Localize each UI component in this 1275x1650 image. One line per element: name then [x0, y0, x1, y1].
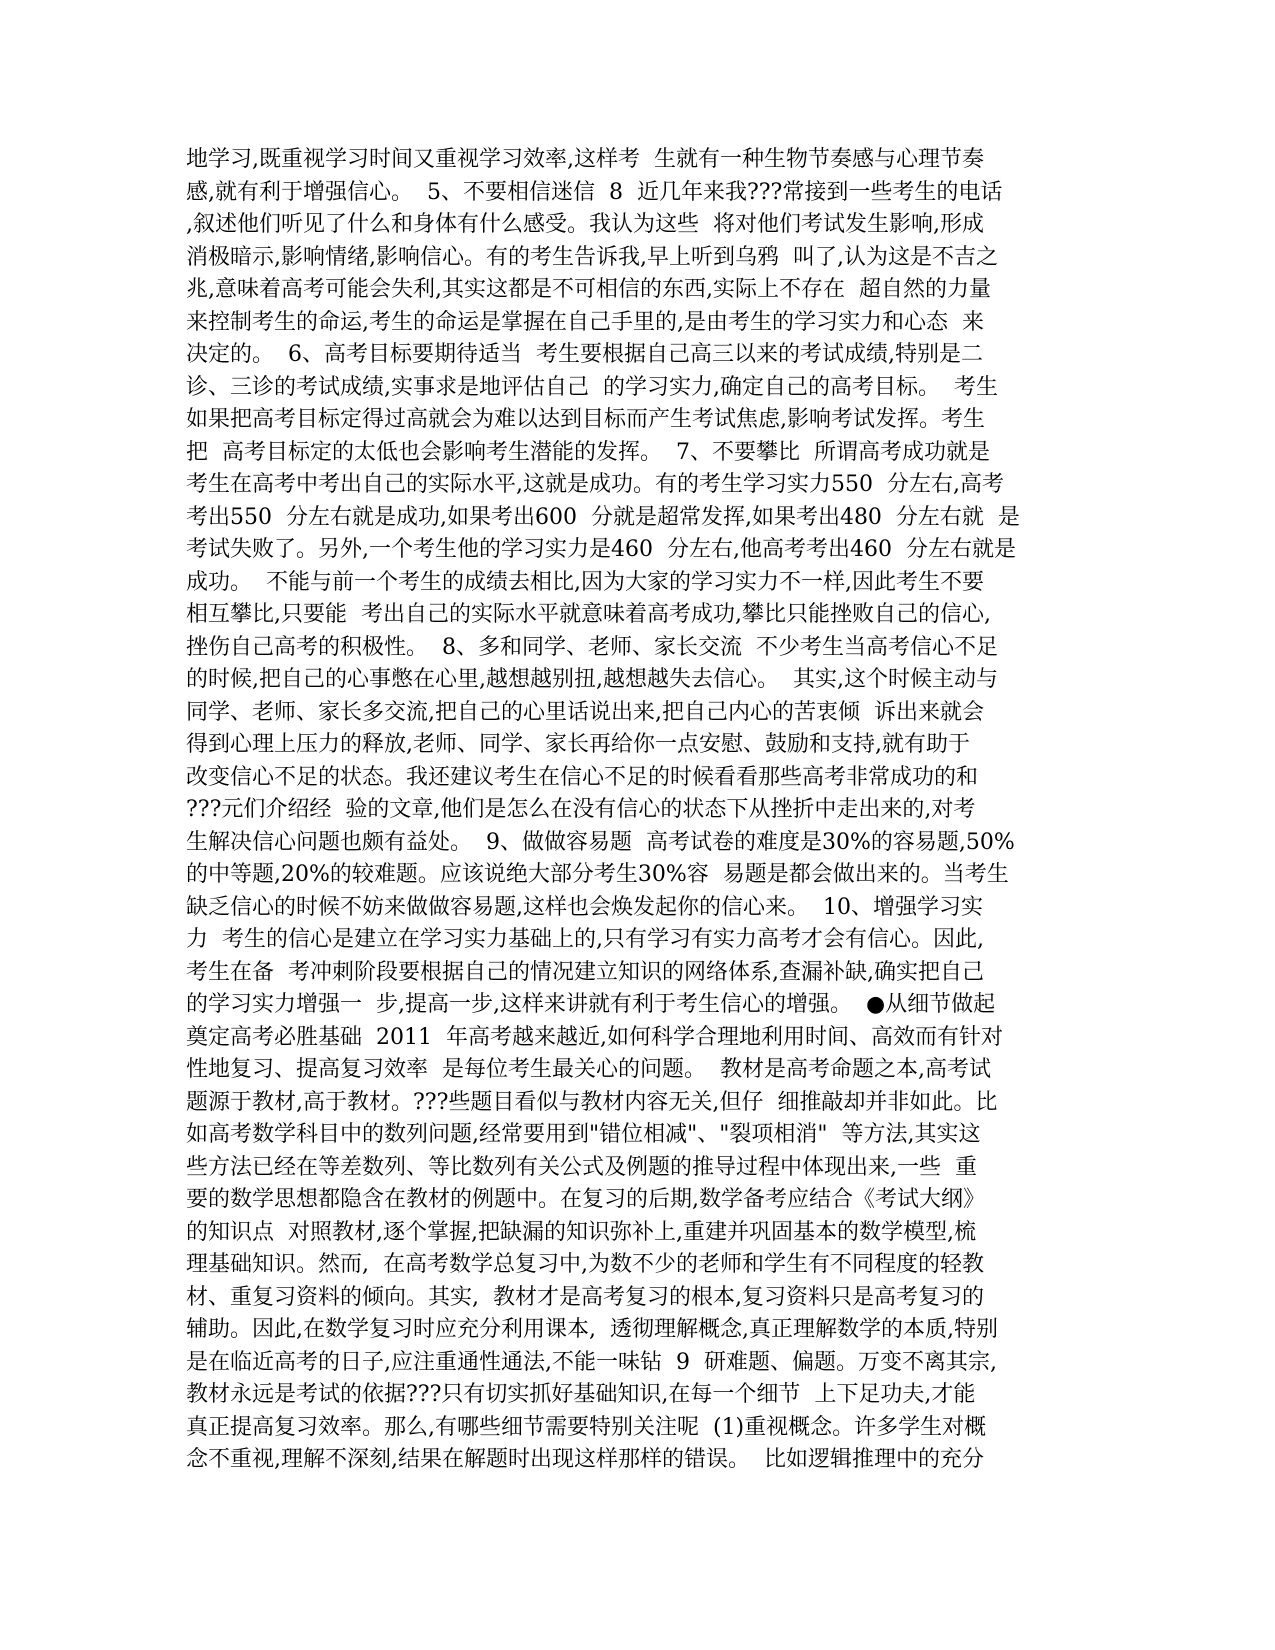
- text-line: 理基础知识。然而, 在高考数学总复习中,为数不少的老师和学生有不同程度的轻教: [186, 1252, 984, 1277]
- text-line: 性地复习、提高复习效率 是每位考生最关心的问题。 教材是高考命题之本,高考试: [186, 1057, 991, 1082]
- text-line: 诊、三诊的考试成绩,实事求是地评估自己 的学习实力,确定自己的高考目标。 考生: [186, 374, 998, 400]
- text-line: 成功。 不能与前一个考生的成绩去相比,因为大家的学习实力不一样,因此考生不要: [186, 569, 984, 595]
- text-line: 决定的。 6、高考目标要期待适当 考生要根据自己高三以来的考试成绩,特别是二: [186, 342, 983, 367]
- text-line: 的学习实力增强一 步,提高一步,这样来讲就有利于考生信心的增强。 ●从细节做起: [186, 992, 996, 1017]
- body-text: [186, 144, 1091, 1477]
- text-line: 考生在备 考冲刺阶段要根据自己的情况建立知识的网络体系,查漏补缺,确实把自己: [186, 959, 984, 985]
- text-line: 缺乏信心的时候不妨来做做容易题,这样也会焕发起你的信心来。 10、增强学习实: [186, 894, 983, 920]
- text-line: 生解决信心问题也颇有益处。 9、做做容易题 高考试卷的难度是30%的容易题,50%: [186, 829, 1015, 855]
- text-line: 材、重复习资料的倾向。其实, 教材才是高考复习的根本,复习资料只是高考复习的: [186, 1284, 984, 1310]
- text-line: 教材永远是考试的依据???只有切实抓好基础知识,在每一个细节 上下足功夫,才能: [186, 1382, 976, 1407]
- text-line: 感,就有利于增强信心。 5、不要相信迷信 8 近几年来我???常接到一些考生的电话: [186, 179, 1003, 205]
- text-line: 的知识点 对照教材,逐个掌握,把缺漏的知识弥补上,重建并巩固基本的数学模型,梳: [186, 1219, 976, 1245]
- text-line: 考生在高考中考出自己的实际水平,这就是成功。有的考生学习实力550 分左右,高考: [186, 472, 1004, 497]
- text-line: 辅助。因此,在数学复习时应充分利用课本, 透彻理解概念,真正理解数学的本质,特别: [186, 1317, 998, 1342]
- text-line: 改变信心不足的状态。我还建议考生在信心不足的时候看看那些高考非常成功的和: [186, 764, 979, 790]
- text-line: 些方法已经在等差数列、等比数列有关公式及例题的推导过程中体现出来,一些 重: [186, 1154, 977, 1180]
- text-line: 题源于教材,高于教材。???些题目看似与教材内容无关,但仔 细推敲却并非如此。比: [186, 1089, 998, 1115]
- text-line: 要的数学思想都隐含在教材的例题中。在复习的后期,数学备考应结合《考试大纲》: [186, 1187, 985, 1212]
- text-line: 挫伤自己高考的积极性。 8、多和同学、老师、家长交流 不少考生当高考信心不足: [186, 634, 998, 660]
- text-line: 如高考数学科目中的数列问题,经常要用到"错位相减"、"裂项相消" 等方法,其实这: [186, 1122, 981, 1147]
- text-line: 考出550 分左右就是成功,如果考出600 分就是超常发挥,如果考出480 分左右就 是: [186, 504, 1020, 530]
- text-line: 兆,意味着高考可能会失利,其实这都是不可相信的东西,实际上不存在 超自然的力量: [186, 277, 991, 302]
- text-line: 地学习,既重视学习时间又重视学习效率,这样考 生就有一种生物节奏感与心理节奏: [186, 147, 984, 172]
- text-line: ???元们介绍经 验的文章,他们是怎么在没有信心的状态下从挫折中走出来的,对考: [186, 797, 976, 822]
- text-line: 得到心理上压力的释放,老师、同学、家长再给你一点安慰、鼓励和支持,就有助于: [186, 732, 970, 757]
- text-line: 力 考生的信心是建立在学习实力基础上的,只有学习有实力高考才会有信心。因此,: [186, 927, 984, 952]
- text-line: 的时候,把自己的心事憋在心里,越想越别扭,越想越失去信心。 其实,这个时候主动与: [186, 667, 998, 692]
- text-line: 奠定高考必胜基础 2011 年高考越来越近,如何科学合理地利用时间、高效而有针对: [186, 1024, 1003, 1050]
- text-line: ,叙述他们听见了什么和身体有什么感受。我认为这些 将对他们考试发生影响,形成: [186, 212, 984, 237]
- text-line: 同学、老师、家长多交流,把自己的心里话说出来,把自己内心的苦衷倾 诉出来就会: [186, 699, 984, 725]
- text-line: 消极暗示,影响情绪,影响信心。有的考生告诉我,早上听到乌鸦 叫了,认为这是不吉之: [186, 244, 998, 270]
- text-line: 考试失败了。另外,一个考生他的学习实力是460 分左右,他高考考出460 分左右就是: [186, 537, 1016, 562]
- text-line: 来控制考生的命运,考生的命运是掌握在自己手里的,是由考生的学习实力和心态 来: [186, 309, 984, 335]
- text-line: 如果把高考目标定得过高就会为难以达到目标而产生考试焦虑,影响考试发挥。考生: [186, 407, 985, 432]
- text-line: 的中等题,20%的较难题。应该说绝大部分考生30%容 易题是都会做出来的。当考生: [186, 862, 1009, 887]
- text-line: 真正提高复习效率。那么,有哪些细节需要特别关注呢 (1)重视概念。许多学生对概: [186, 1414, 987, 1440]
- text-line: 相互攀比,只要能 考出自己的实际水平就意味着高考成功,攀比只能挫败自己的信心,: [186, 602, 991, 627]
- text-line: 把 高考目标定的太低也会影响考生潜能的发挥。 7、不要攀比 所谓高考成功就是: [186, 439, 990, 465]
- text-line: 念不重视,理解不深刻,结果在解题时出现这样那样的错误。 比如逻辑推理中的充分: [186, 1447, 984, 1472]
- text-line: 是在临近高考的日子,应注重通性通法,不能一味钻 9 研难题、偏题。万变不离其宗,: [186, 1349, 997, 1375]
